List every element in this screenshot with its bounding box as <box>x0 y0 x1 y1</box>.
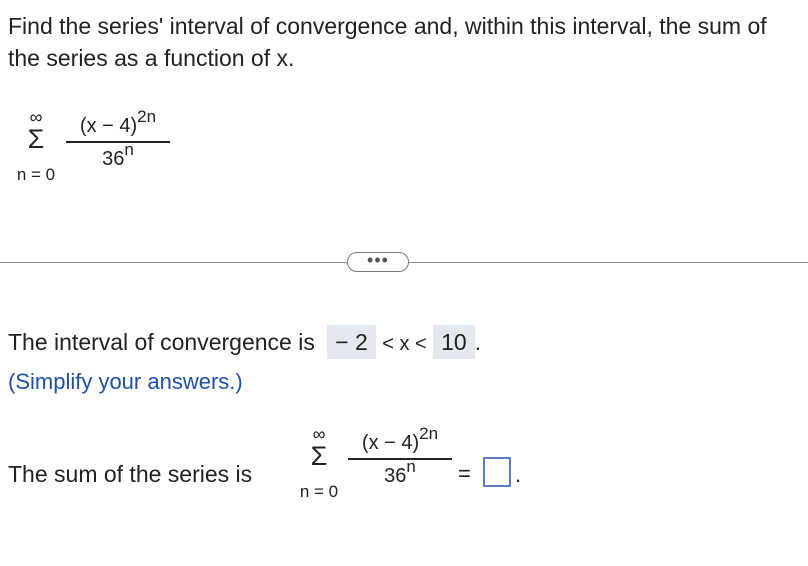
interval-label: The interval of convergence is <box>8 329 315 355</box>
series-fraction <box>66 107 170 171</box>
simplify-note: (Simplify your answers.) <box>8 369 243 394</box>
fraction-numerator: $(x - 4)^{2n}$ <box>79 107 157 137</box>
sum-sigma-notation <box>292 425 346 502</box>
interval-period: . <box>474 329 482 355</box>
question-prompt: Find the series' interval of convergence and, within this interval, the sum of the series as a function of x. <box>8 13 767 71</box>
sum-fraction-numerator: $(x - 4)^{2n}$ <box>361 424 439 454</box>
sum-lower-limit: n = 0 <box>299 482 339 501</box>
lower-limit: n = 0 <box>16 165 56 184</box>
sum-series-expression <box>292 425 457 525</box>
sum-label: The sum of the series is <box>8 461 253 487</box>
interval-inequality: < x < <box>382 333 427 355</box>
sum-fraction-bar <box>348 458 452 460</box>
expand-more-button[interactable]: ••• <box>347 252 409 272</box>
sigma-notation <box>8 108 64 185</box>
fraction-bar <box>66 141 170 143</box>
sigma-symbol: Σ <box>27 124 45 154</box>
series-expression <box>8 108 178 208</box>
sum-period: . <box>515 462 522 487</box>
interval-answer-line <box>8 325 481 361</box>
equals-sign: = <box>458 461 471 486</box>
fraction-denominator: 36$^n$ <box>102 139 134 170</box>
sum-series-fraction <box>348 424 452 488</box>
sum-upper-limit: ∞ <box>312 424 326 444</box>
interval-upper-answer[interactable]: 10 <box>433 325 475 359</box>
sum-fraction-denominator: 36$^n$ <box>384 456 416 487</box>
sum-sigma-symbol: Σ <box>310 441 328 471</box>
interval-lower-answer[interactable]: − 2 <box>327 325 376 359</box>
upper-limit: ∞ <box>29 107 43 127</box>
sum-answer-input[interactable] <box>483 457 511 487</box>
